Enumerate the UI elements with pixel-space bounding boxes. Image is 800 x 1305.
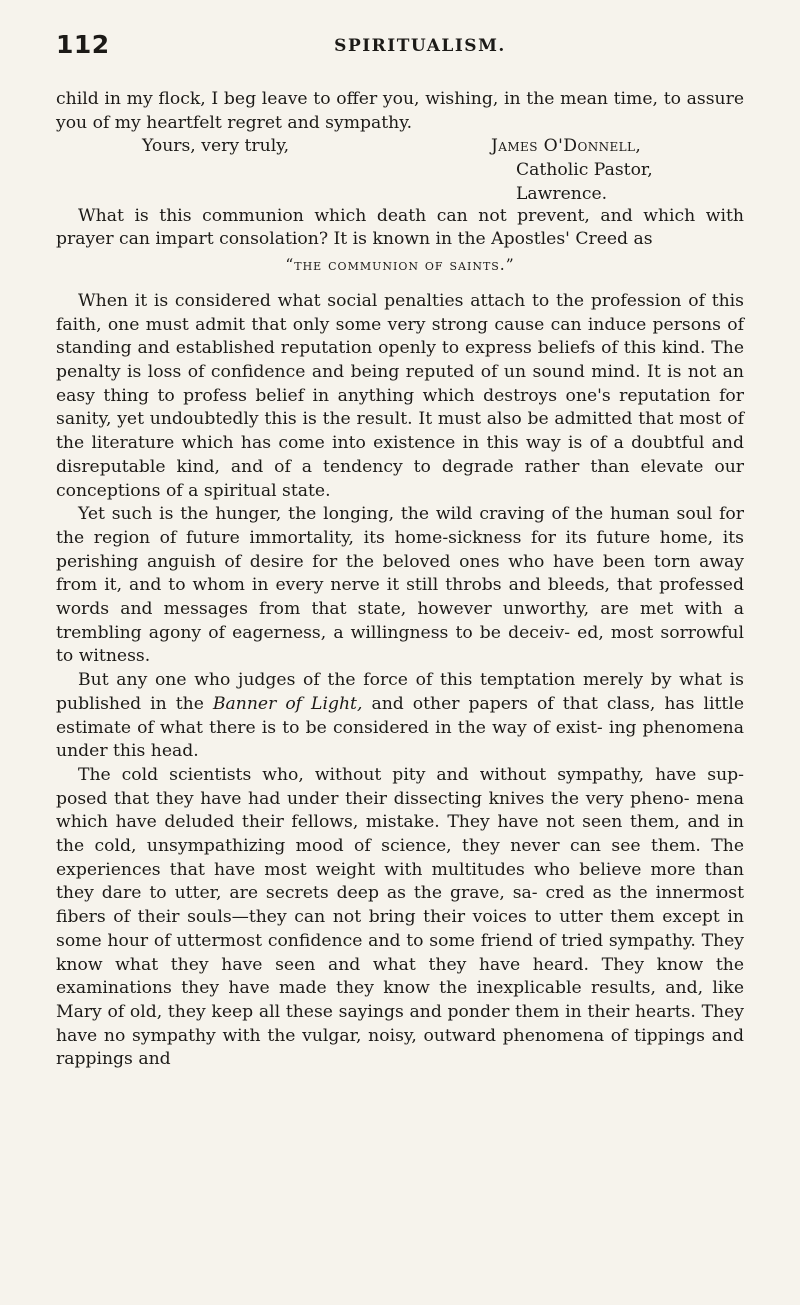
page-number: 112 <box>56 30 110 59</box>
letter-signature-title: Catholic Pastor, Lawrence. <box>516 160 653 204</box>
running-header <box>56 30 744 70</box>
letter-closing-paragraph: child in my flock, I beg leave to offer you, wishing, in the mean time, to assure you of my heartfelt regret and sympathy. <box>56 89 744 133</box>
intro-paragraph: What is this communion which death can not prevent, and which with prayer can impart consolation? It is known in the Apostles' Creed as <box>56 205 744 250</box>
signature-line-2 <box>56 159 744 204</box>
body-paragraph-4: The cold scientists who, without pity and without sympathy, have sup- posed that they have had under their dissecting knives the very pheno- mena which have deluded their fellows, mistake. They have not seen them, and in the cold, unsympathizing mood of science, they never can see them. The experiences that have most weight with multitudes who believe more than they dare to utter, are secrets deep as the grave, sa- cred as the innermost fibers of their souls—they can not bring their voices to utter them except in some hour of uttermost confidence and to some friend of tried sympathy. They know what they have seen and what they have heard. They know the examinations they have made they know the inexplicable results, and, like Mary of old, they keep all these sayings and ponder them in their hearts. They have no sympathy with the vulgar, noisy, outward phenomena of tippings and rappings and <box>56 764 744 1070</box>
paragraph-3-text-after: and other papers of that class, has little estimate of what there is to be considered in the way of exist- ing phenomena under this head. <box>56 693 744 762</box>
paragraph-3-text-before: But any one who judges of the force of this temptation merely by what is published in the <box>56 670 744 714</box>
periodical-title: Banner of Light, <box>212 693 363 714</box>
running-title: SPIRITUALISM. <box>334 36 506 56</box>
section-heading: “the communion of saints.” <box>285 256 515 275</box>
body-paragraph-1: When it is considered what social penalties attach to the profession of this faith, one must admit that only some very strong cause can induce persons of standing and established reputation openly to express beliefs of this kind. The penalty is loss of confidence and being reputed of un sound mind. It is not an easy thing to profess belief in anything which destroys one's reputation for sanity, yet undoubtedly this is the result. It must also be admitted that most of the literature which has come into existence in this way is of a doubtful and disreputable kind, and of a tendency to degrade rather than elevate our conceptions of a spiritual state. <box>56 290 744 501</box>
letter-signature-name: James O'Donnell, <box>491 136 642 157</box>
signature-line-1 <box>56 135 744 159</box>
body-paragraph-2: Yet such is the hunger, the longing, the wild craving of the human soul for the region of future immortality, its home-sickness for its future home, its perishing anguish of desire for the beloved ones who have been torn away from it, and to whom in every nerve it still throbs and bleeds, that professed words and messages from that state, however unworthy, are met with a trembling agony of eagerness, a willingness to be deceiv- ed, most sorrowful to witness. <box>56 504 744 667</box>
letter-valediction: Yours, very truly, <box>142 136 290 157</box>
body-paragraph-3 <box>56 669 744 764</box>
